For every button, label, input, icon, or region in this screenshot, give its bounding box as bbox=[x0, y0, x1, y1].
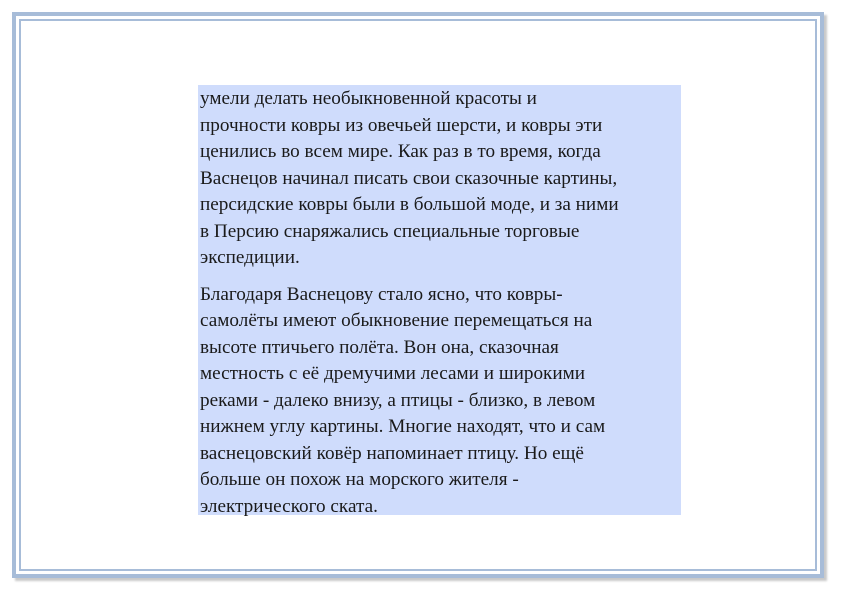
paragraph-1 bbox=[200, 86, 679, 272]
text-line: экспедиции. bbox=[200, 247, 300, 268]
paragraph-2 bbox=[200, 282, 679, 521]
text-line: самолёты имеют обыкновение перемещаться на bbox=[200, 310, 593, 331]
text-line: местность с её дремучими лесами и широкими bbox=[200, 363, 586, 384]
text-line: персидские ковры были в большой моде, и за ними bbox=[200, 194, 619, 215]
text-line: высоте птичьего полёта. Вон она, сказочная bbox=[200, 336, 559, 358]
text-line: васнецовский ковёр напоминает птицу. Но ещё bbox=[200, 442, 584, 464]
text-line: прочности ковры из овечьей шерсти, и ковры эти bbox=[200, 114, 603, 136]
text-line: нижнем углу картины. Многие находят, что и сам bbox=[200, 416, 606, 437]
text-line: в Персию снаряжались специальные торговые bbox=[200, 220, 580, 242]
text-line: больше он похож на морского жителя - bbox=[200, 469, 519, 490]
text-line: Благодаря Васнецову стало ясно, что ковры- bbox=[200, 283, 563, 305]
text-box bbox=[198, 85, 681, 515]
text-line: ценились во всем мире. Как раз в то время, когда bbox=[200, 141, 601, 162]
text-line: Васнецов начинал писать свои сказочные картины, bbox=[200, 167, 618, 189]
text-line: электрического ската. bbox=[200, 495, 378, 517]
text-line: умели делать необыкновенной красоты и bbox=[200, 88, 537, 109]
text-line: реками - далеко внизу, а птицы - близко, в левом bbox=[200, 389, 596, 411]
